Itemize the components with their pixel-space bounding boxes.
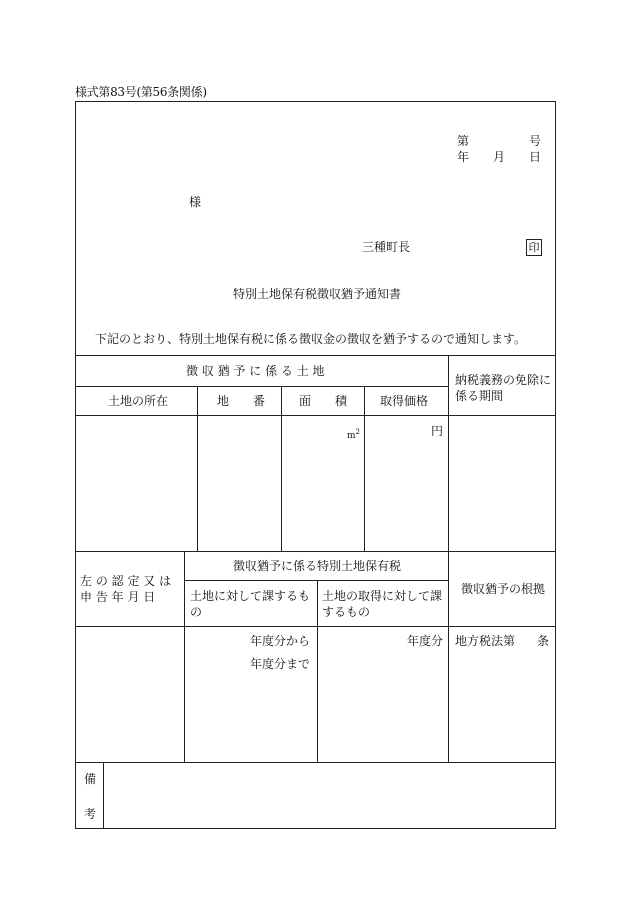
notice-body-text: 下記のとおり、特別土地保有税に係る徴収金の徴収を猶予するので通知します。 [95,332,527,346]
certification-date-header-line2: 申 告 年 月 日 [80,590,156,604]
issuer-name: 三種町長 [362,240,411,254]
local-tax-law-article-prefix: 地方税法第 [455,634,516,648]
table1-exemption-period-header: 納税義務の免除に係る期間 [455,373,552,403]
deferral-basis-header: 徴収猶予の根拠 [461,582,546,596]
column-lot-number: 地 番 [217,394,266,408]
remarks-label-top: 備 [84,772,97,786]
document-number-prefix: 第 [457,134,470,148]
column-land-location: 土地の所在 [108,394,169,408]
seal-mark: 印 [526,239,542,256]
table1-top-border [75,355,556,356]
table2-col-divider-1 [184,551,185,762]
fiscal-year-to-label: 年度分まで [250,657,311,671]
table1-group-header: 徴 収 猶 予 に 係 る 土 地 [186,364,325,378]
form-number-label: 様式第83号(第56条関係) [75,85,207,99]
table2-bottom-border [75,762,556,763]
document-title: 特別土地保有税徴収猶予通知書 [233,287,402,301]
column-area: 面 積 [299,394,348,408]
local-tax-law-article-suffix: 条 [537,634,550,648]
table2-col-divider-2 [317,580,318,762]
price-unit-label: 円 [431,424,444,438]
table2-header-divider [184,580,448,581]
fiscal-year-from-label: 年度分から [250,634,311,648]
table1-column-header-divider [75,415,556,416]
table1-col-divider-3 [364,386,365,551]
table2-column-header-divider [75,626,556,627]
notice-form-frame [75,101,556,829]
remarks-label-divider [103,762,104,829]
area-unit-label: $m^2$ [347,428,361,441]
column-tax-on-land: 土地に対して課するもの [190,589,311,619]
remarks-label-bottom: 考 [84,807,97,821]
table1-col-divider-1 [197,386,198,551]
table2-group-header: 徴収猶予に係る特別土地保有税 [233,559,402,573]
date-month: 月 [493,150,506,164]
table1-side-divider [448,355,449,551]
table1-col-divider-2 [281,386,282,551]
fiscal-year-label: 年度分 [407,634,444,648]
document-number-suffix: 号 [529,134,542,148]
certification-date-header-line1: 左 の 認 定 又 は [80,574,172,588]
table1-header-divider [75,386,448,387]
date-year: 年 [457,150,470,164]
column-acquisition-price: 取得価格 [380,394,429,408]
table1-bottom-border [75,551,556,552]
column-tax-on-acquisition: 土地の取得に対して課するもの [322,589,443,619]
addressee-honorific: 様 [189,195,202,209]
date-day: 日 [529,150,542,164]
table2-col-divider-3 [448,551,449,762]
